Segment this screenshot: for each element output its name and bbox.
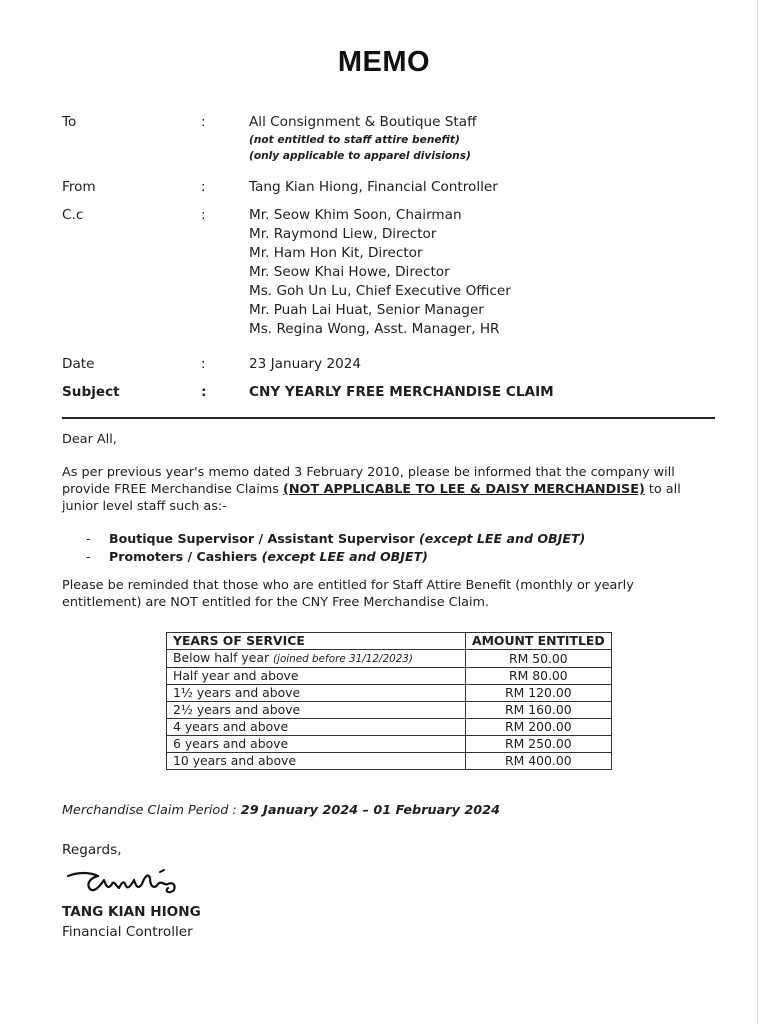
regards-text: Regards, — [62, 842, 122, 858]
cc-label: C.c — [62, 207, 84, 223]
table-row — [167, 702, 612, 719]
table-row — [167, 736, 612, 753]
signatory-name: TANG KIAN HIONG — [62, 904, 201, 920]
service-cell: 1½ years and above — [167, 685, 466, 702]
cc-recipient: Mr. Puah Lai Huat, Senior Manager — [249, 302, 484, 318]
table-row — [167, 668, 612, 685]
service-cell: Half year and above — [167, 668, 466, 685]
to-label: To — [62, 114, 77, 130]
claim-period — [62, 803, 500, 818]
subject-label: Subject — [62, 384, 120, 400]
service-cell — [167, 650, 466, 668]
not-applicable-notice: (NOT APPLICABLE TO LEE & DAISY MERCHANDISE) — [282, 482, 645, 497]
cc-colon: : — [201, 207, 206, 223]
handwritten-signature — [64, 862, 194, 902]
list-item — [86, 530, 585, 548]
service-note: (joined before 31/12/2023) — [273, 653, 413, 665]
to-value-block — [249, 113, 719, 164]
cc-list — [249, 206, 719, 339]
list-item — [86, 548, 585, 566]
date-label: Date — [62, 356, 95, 372]
paragraph-1 — [62, 464, 717, 515]
to-note-1: (not entitled to staff attire benefit) — [249, 134, 460, 146]
to-note-2: (only applicable to apparel divisions) — [249, 150, 471, 162]
table-header-row — [167, 633, 612, 650]
date-colon: : — [201, 356, 206, 372]
from-colon: : — [201, 179, 206, 195]
amount-cell: RM 80.00 — [466, 668, 612, 685]
eligible-staff-list — [86, 530, 585, 566]
cc-recipient: Mr. Seow Khim Soon, Chairman — [249, 207, 462, 223]
service-cell: 6 years and above — [167, 736, 466, 753]
service-cell: 10 years and above — [167, 753, 466, 770]
date-value: 23 January 2024 — [249, 356, 362, 372]
amount-cell: RM 400.00 — [466, 753, 612, 770]
paragraph-1-text: As per previous year's memo dated 3 February 2010, please be informed that the company will provide FREE Merchandise Claims — [62, 465, 675, 497]
service-cell: 2½ years and above — [167, 702, 466, 719]
paragraph-2: Please be reminded that those who are entitled for Staff Attire Benefit (monthly or yearly entitlement) are NOT entitled for the CNY Free Merchandise Claim. — [62, 578, 634, 610]
amount-cell: RM 160.00 — [466, 702, 612, 719]
service-cell: 4 years and above — [167, 719, 466, 736]
header-divider — [62, 417, 715, 419]
from-value: Tang Kian Hiong, Financial Controller — [249, 179, 498, 195]
table-row — [167, 650, 612, 668]
list-item-main: Boutique Supervisor / Assistant Supervisor — [109, 531, 420, 546]
cc-recipient: Ms. Regina Wong, Asst. Manager, HR — [249, 321, 500, 337]
subject-value: CNY YEARLY FREE MERCHANDISE CLAIM — [249, 384, 554, 400]
to-value: All Consignment & Boutique Staff — [249, 114, 477, 130]
amount-cell: RM 50.00 — [466, 650, 612, 668]
amount-cell: RM 120.00 — [466, 685, 612, 702]
header-years-of-service: YEARS OF SERVICE — [167, 633, 466, 650]
cc-recipient: Mr. Seow Khai Howe, Director — [249, 264, 450, 280]
table-row — [167, 685, 612, 702]
table-row — [167, 719, 612, 736]
cc-recipient: Mr. Ham Hon Kit, Director — [249, 245, 423, 261]
signatory-title: Financial Controller — [62, 924, 193, 940]
to-colon: : — [201, 114, 206, 130]
page-edge — [757, 0, 768, 1024]
list-item-exception: (except LEE and OBJET) — [261, 549, 428, 564]
amount-cell: RM 200.00 — [466, 719, 612, 736]
list-item-main: Promoters / Cashiers — [109, 549, 262, 564]
table-row — [167, 753, 612, 770]
greeting: Dear All, — [62, 432, 117, 447]
cc-recipient: Ms. Goh Un Lu, Chief Executive Officer — [249, 283, 511, 299]
entitlement-table — [166, 632, 612, 770]
paragraph-1-end: to all junior level staff such as:- — [62, 482, 681, 514]
amount-cell: RM 250.00 — [466, 736, 612, 753]
from-label: From — [62, 179, 96, 195]
claim-period-label: Merchandise Claim Period : — [62, 803, 241, 818]
service-text: Below half year — [173, 650, 273, 665]
bullet-marker: - — [86, 549, 91, 564]
claim-period-value: 29 January 2024 – 01 February 2024 — [240, 803, 500, 818]
memo-title: MEMO — [337, 46, 431, 78]
subject-colon: : — [201, 384, 207, 400]
list-item-exception: (except LEE and OBJET) — [419, 531, 586, 546]
bullet-marker: - — [86, 531, 91, 546]
cc-recipient: Mr. Raymond Liew, Director — [249, 226, 437, 242]
header-amount-entitled: AMOUNT ENTITLED — [466, 633, 612, 650]
